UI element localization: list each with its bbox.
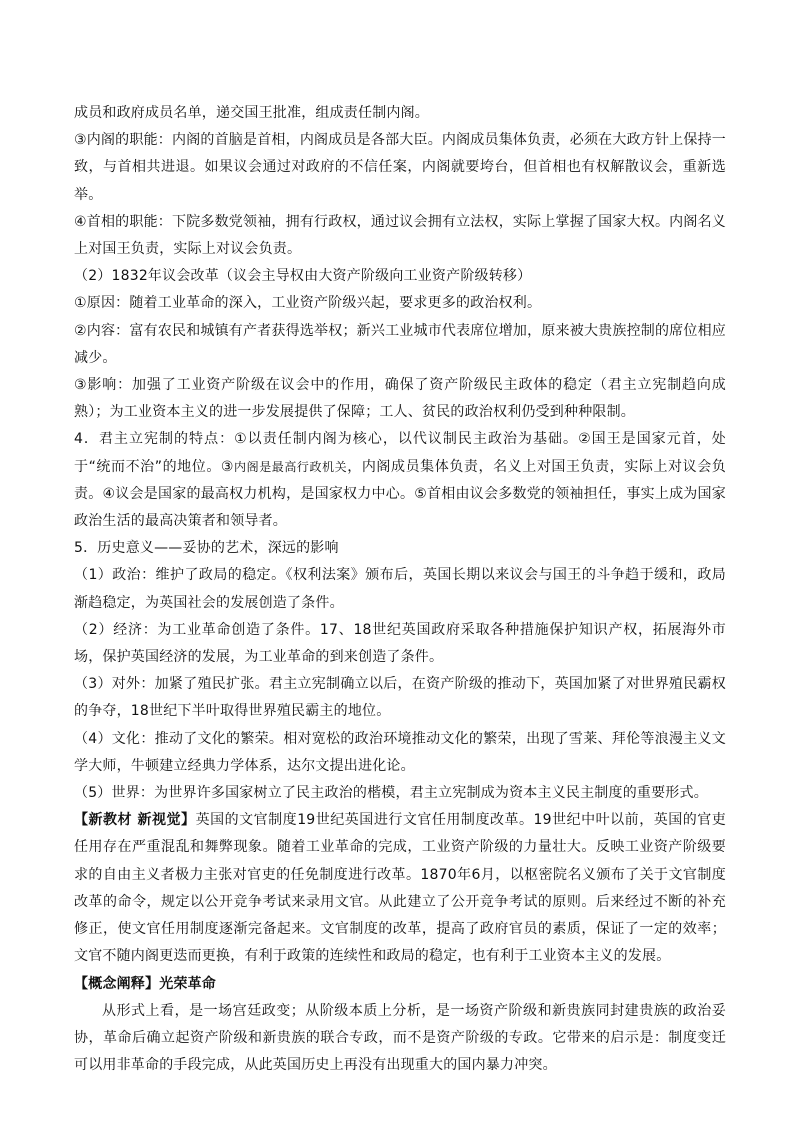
paragraph-reform-impact: ③影响：加强了工业资产阶级在议会中的作用，确保了资产阶级民主政体的稳定（君主立宪制趋向成熟）；为工业资本主义的进一步发展提供了保障；工人、贫民的政治权利仍受到种种限制。 bbox=[74, 377, 726, 421]
paragraph-concept-heading bbox=[74, 971, 726, 998]
paragraph-cabinet-function: ③内阁的职能：内阁的首脑是首相，内阁成员是各部大臣。内阁成员集体负责，必须在大政方针上保持一致，与首相共进退。如果议会通过对政府的不信任案，内阁就要垮台，但首相也有权解散议会，重新选举。 bbox=[74, 132, 726, 203]
paragraph-prime-minister-function: ④首相的职能：下院多数党领袖，拥有行政权，通过议会拥有立法权，实际上掌握了国家大权。内阁名义上对国王负责，实际上对议会负责。 bbox=[74, 213, 726, 258]
paragraph-1832-reform-heading: （2）1832年议会改革（议会主导权由大资产阶级向工业资产阶级转移） bbox=[74, 268, 532, 285]
concept-title: 光荣革命 bbox=[159, 975, 217, 992]
paragraph-significance-world: （5）世界：为世界许多国家树立了民主政治的楷模，君主立宪制成为资本主义民主制度的重要形式。 bbox=[74, 785, 708, 802]
paragraph-constitutional-monarchy-features bbox=[74, 426, 726, 535]
paragraph-significance-foreign: （3）对外：加紧了殖民扩张。君主立宪制确立以后，在资产阶级的推动下，英国加紧了对世界殖民霸权的争夺，18世纪下半叶取得世界殖民霸主的地位。 bbox=[74, 676, 726, 720]
paragraph-concept-text: 从形式上看，是一场宫廷政变；从阶级本质上分析，是一场资产阶级和新贵族同封建贵族的政治妥协，革命后确立起资产阶级和新贵族的联合专政，而不是资产阶级的专政。它带来的启示是：制度变迁可以用非革命的手段完成，从此英国历史上再没有出现重大的国内暴力冲突。 bbox=[74, 1002, 726, 1074]
paragraph-new-material bbox=[74, 807, 726, 970]
features-text-start: 4．君主立宪制的特点：①以责任制内阁为核心，以代议制民主政治为基础。②国王是国家元首，处于“统而不治”的地位。③ bbox=[74, 431, 726, 475]
paragraph-significance-economy: （2）经济：为工业革命创造了条件。17、18世纪英国政府采取各种措施保护知识产权，拓展海外市场，保护英国经济的发展，为工业革命的到来创造了条件。 bbox=[74, 621, 726, 666]
features-text-rest: ，内阁成员集体负责，名义上对国王负责，实际上对议会负责。④议会是国家的最高权力机构，是国家权力中心。⑤首相由议会多数党的领袖担任，事实上成为国家政治生活的最高决策者和领导者。 bbox=[74, 458, 726, 530]
paragraph-significance-politics: （1）政治：维护了政局的稳定。《权利法案》颁布后，英国长期以来议会与国王的斗争趋于缓和，政局渐趋稳定，为英国社会的发展创造了条件。 bbox=[74, 567, 726, 611]
document-body bbox=[74, 100, 726, 1079]
concept-label: 【概念阐释】 bbox=[74, 975, 160, 992]
paragraph-significance-culture: （4）文化：推动了文化的繁荣。相对宽松的政治环境推动文化的繁荣，出现了雪莱、拜伦等浪漫主义文学大师，牛顿建立经典力学体系，达尔文提出进化论。 bbox=[74, 730, 726, 774]
new-material-label: 【新教材 新视觉】 bbox=[74, 812, 196, 829]
paragraph-reform-cause: ①原因：随着工业革命的深入，工业资产阶级兴起，要求更多的政治权利。 bbox=[74, 295, 542, 312]
paragraph-cabinet-formation: 成员和政府成员名单，递交国王批准，组成责任制内阁。 bbox=[74, 105, 429, 121]
paragraph-historical-significance-heading: 5．历史意义——妥协的艺术，深远的影响 bbox=[74, 540, 339, 557]
features-text-small: 内阁是最高行政机关 bbox=[234, 459, 348, 474]
paragraph-reform-content: ②内容：富有农民和城镇有产者获得选举权；新兴工业城市代表席位增加，原来被大贵族控制的席位相应减少。 bbox=[74, 322, 726, 366]
new-material-text: 英国的文官制度19世纪英国进行文官任用制度改革。19世纪中叶以前，英国的官吏任用存在严重混乱和舞弊现象。随着工业革命的完成，工业资产阶级的力量壮大。反映工业资产阶级要求的自由主义者极力主张对官吏的任免制度进行改革。1870年6月，以枢密院名义颁布了关于文官制度改革的命令，规定以公开竞争考试来录用文官。从此建立了公开竞争考试的原则。后来经过不断的补充修正，使文官任用制度逐渐完备起来。文官制度的改革，提高了政府官员的素质，保证了一定的效率；文官不随内阁更迭而更换，有利于政策的连续性和政局的稳定，也有利于工业资本主义的发展。 bbox=[74, 812, 726, 965]
